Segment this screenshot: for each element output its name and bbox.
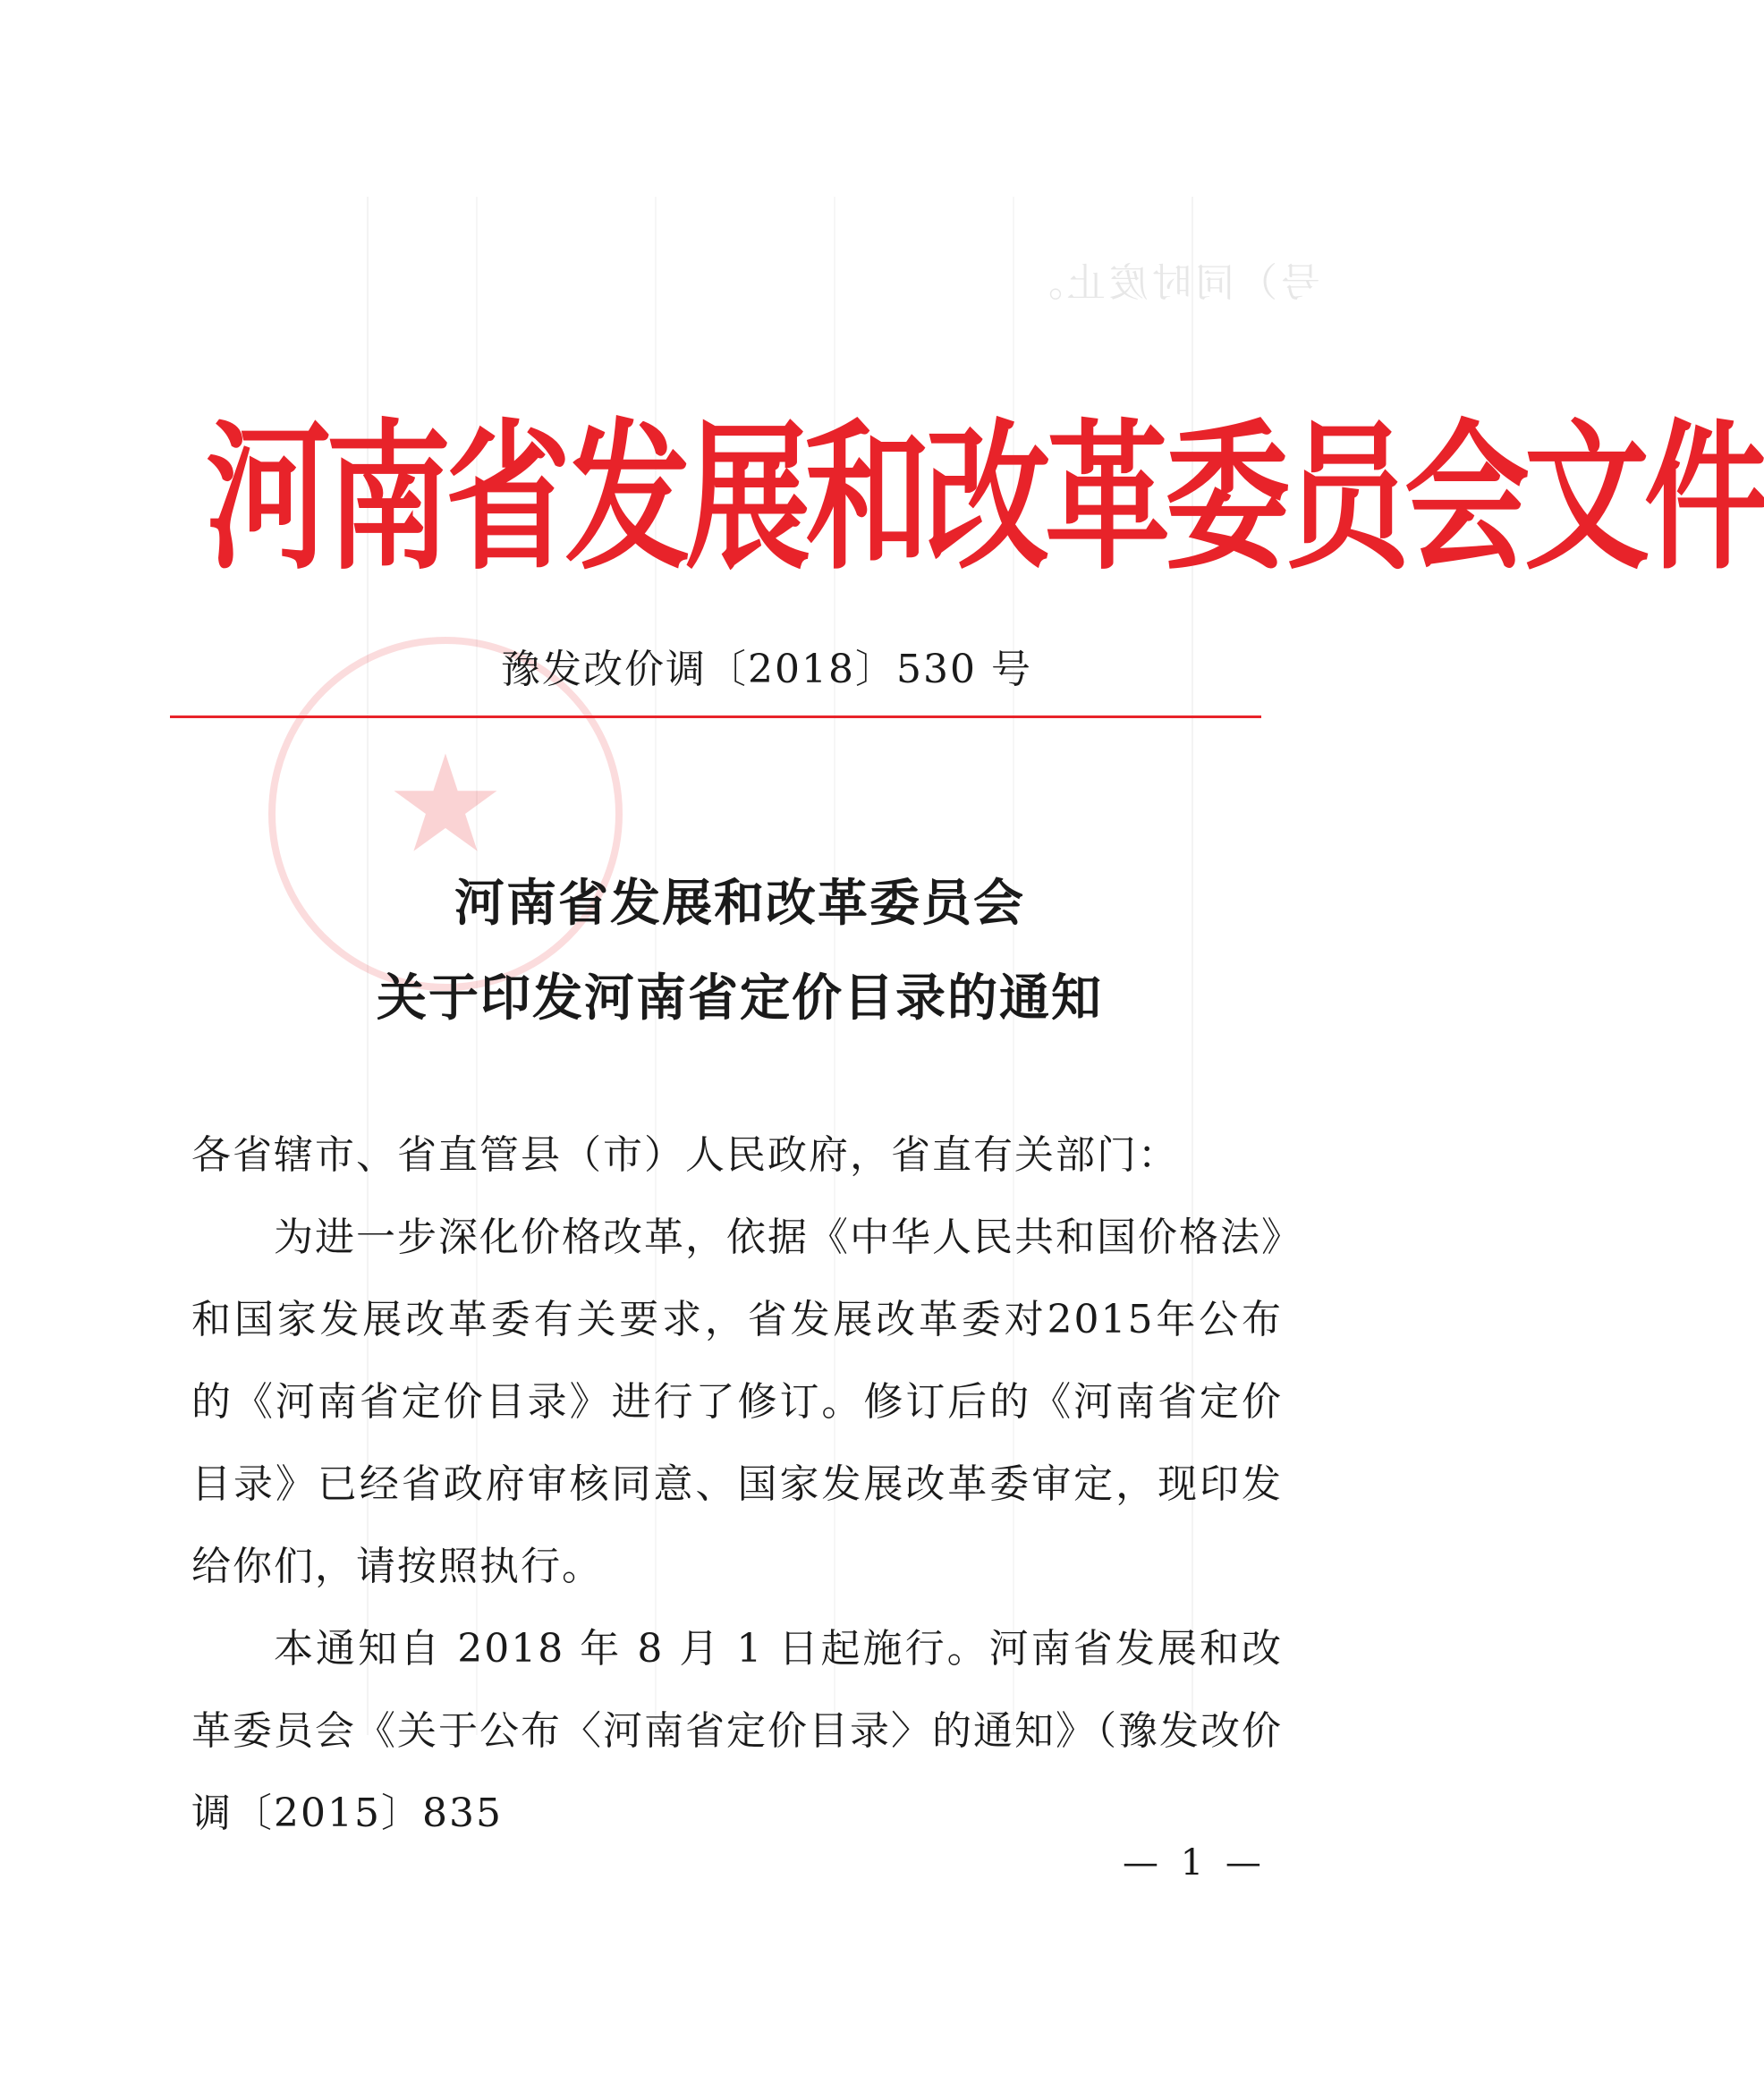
seal-star-icon: ★ [385, 727, 506, 883]
paragraph-2: 本通知自 2018 年 8 月 1 日起施行。河南省发展和改革委员会《关于公布〈河南省定价目录〉的通知》（豫发改价调〔2015〕835 [191, 1626, 1283, 1836]
page-number: — 1 — [1123, 1842, 1267, 1884]
bleed-through-text: 号）同时废止。 [1020, 260, 1320, 306]
salutation: 各省辖市、省直管县（市）人民政府，省直有关部门： [191, 1132, 1179, 1178]
document-title-line-2: 关于印发河南省定价目录的通知 [377, 969, 1103, 1028]
red-header-title: 河南省发展和改革委员会文件 [206, 404, 1764, 593]
red-divider-line [170, 715, 1261, 718]
document-number: 豫发改价调〔2018〕530 号 [501, 647, 1032, 692]
paragraph-1: 为进一步深化价格改革，依据《中华人民共和国价格法》和国家发展改革委有关要求，省发展改革委对2015年公布的《河南省定价目录》进行了修订。修订后的《河南省定价目录》已经省政府审核同意、国家发展改革委审定，现印发给你们，请按照执行。 [191, 1215, 1283, 1589]
document-title-line-1: 河南省发展和改革委员会 [454, 874, 1025, 933]
